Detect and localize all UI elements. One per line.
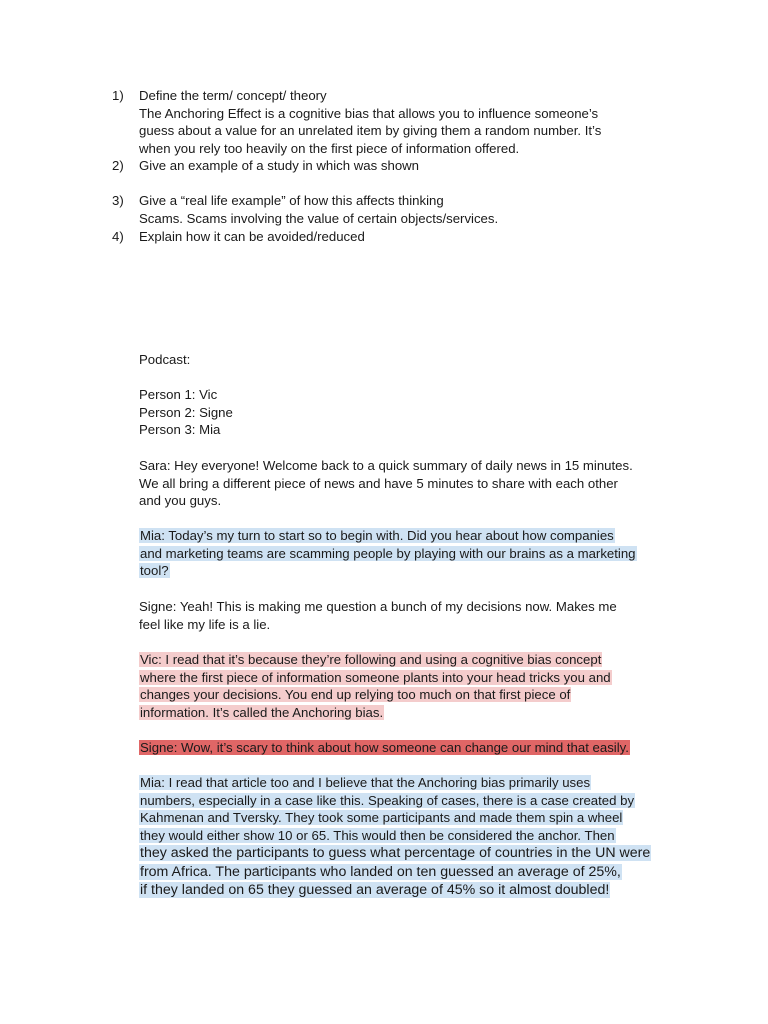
highlighted-dialogue-line: Vic: I read that it’s because they’re following and using a cognitive bias concept — [140, 652, 602, 667]
highlighted-dialogue-line: information. It’s called the Anchoring bias. — [140, 704, 384, 720]
person-entry: Person 3: Mia — [139, 422, 221, 438]
answer-line: guess about a value for an unrelated item by giving them a random number. It’s — [139, 123, 602, 139]
question-text-block — [139, 87, 679, 157]
highlighted-dialogue-line: if they landed on 65 they guessed an average of 45% so it almost doubled! — [140, 882, 610, 899]
dialogue-line: We all bring a different piece of news and have 5 minutes to share with each other — [139, 475, 618, 491]
question-prompt: Explain how it can be avoided/reduced — [139, 229, 365, 244]
answer-line: when you rely too heavily on the first piece of information offered. — [139, 140, 520, 156]
dialogue-vic — [139, 651, 679, 721]
question-prompt: Define the term/ concept/ theory — [139, 88, 327, 103]
question-number: 1) — [112, 88, 124, 103]
highlighted-dialogue-line: they asked the participants to guess what percentage of countries in the UN were — [140, 845, 651, 862]
person-entry: Person 2: Signe — [139, 404, 233, 420]
highlighted-dialogue-line: and marketing teams are scamming people by playing with our brains as a marketing — [140, 545, 636, 561]
podcast-heading-text: Podcast: — [139, 352, 191, 367]
question-number: 4) — [112, 229, 124, 244]
person-entry: Person 1: Vic — [139, 387, 218, 402]
highlighted-dialogue-line: changes your decisions. You end up relying too much on that first piece of — [140, 687, 571, 703]
dialogue-mia-2 — [139, 774, 679, 900]
dialogue-mia-1 — [139, 527, 679, 580]
dialogue-line: Sara: Hey everyone! Welcome back to a quick summary of daily news in 15 minutes. — [139, 458, 633, 473]
question-text-block — [139, 192, 679, 227]
dialogue-signe-2 — [139, 739, 679, 757]
dialogue-signe-1 — [139, 598, 679, 633]
question-number: 2) — [112, 158, 124, 173]
highlighted-dialogue-line: Kahmenan and Tversky. They took some participants and made them spin a wheel — [140, 810, 623, 826]
highlighted-dialogue-line: Mia: I read that article too and I believe that the Anchoring bias primarily uses — [140, 775, 591, 790]
highlighted-dialogue-line: Mia: Today’s my turn to start so to begin with. Did you hear about how companies — [140, 528, 614, 543]
highlighted-dialogue-line: from Africa. The participants who landed on ten guessed an average of 25%, — [140, 863, 621, 880]
question-text-block — [139, 157, 679, 175]
highlighted-dialogue-line: they would either show 10 or 65. This would then be considered the anchor. Then — [140, 827, 615, 843]
dialogue-sara — [139, 457, 679, 510]
answer-line: Scams. Scams involving the value of certain objects/services. — [139, 210, 499, 226]
question-text-block — [139, 228, 679, 246]
highlighted-dialogue-line: Signe: Wow, it’s scary to think about how someone can change our mind that easily. — [140, 740, 629, 755]
question-prompt: Give a “real life example” of how this affects thinking — [139, 193, 444, 208]
question-number: 3) — [112, 193, 124, 208]
podcast-people-list — [139, 386, 679, 439]
podcast-heading — [139, 351, 679, 369]
dialogue-line: Signe: Yeah! This is making me question a bunch of my decisions now. Makes me — [139, 599, 617, 614]
dialogue-line: and you guys. — [139, 493, 222, 509]
highlighted-dialogue-line: numbers, especially in a case like this. Speaking of cases, there is a case created by — [140, 792, 635, 808]
dialogue-line: feel like my life is a lie. — [139, 616, 271, 632]
question-prompt: Give an example of a study in which was shown — [139, 158, 420, 173]
answer-line: The Anchoring Effect is a cognitive bias that allows you to influence someone’s — [139, 105, 599, 121]
highlighted-dialogue-line: tool? — [140, 563, 169, 579]
highlighted-dialogue-line: where the first piece of information someone plants into your head tricks you and — [140, 669, 611, 685]
